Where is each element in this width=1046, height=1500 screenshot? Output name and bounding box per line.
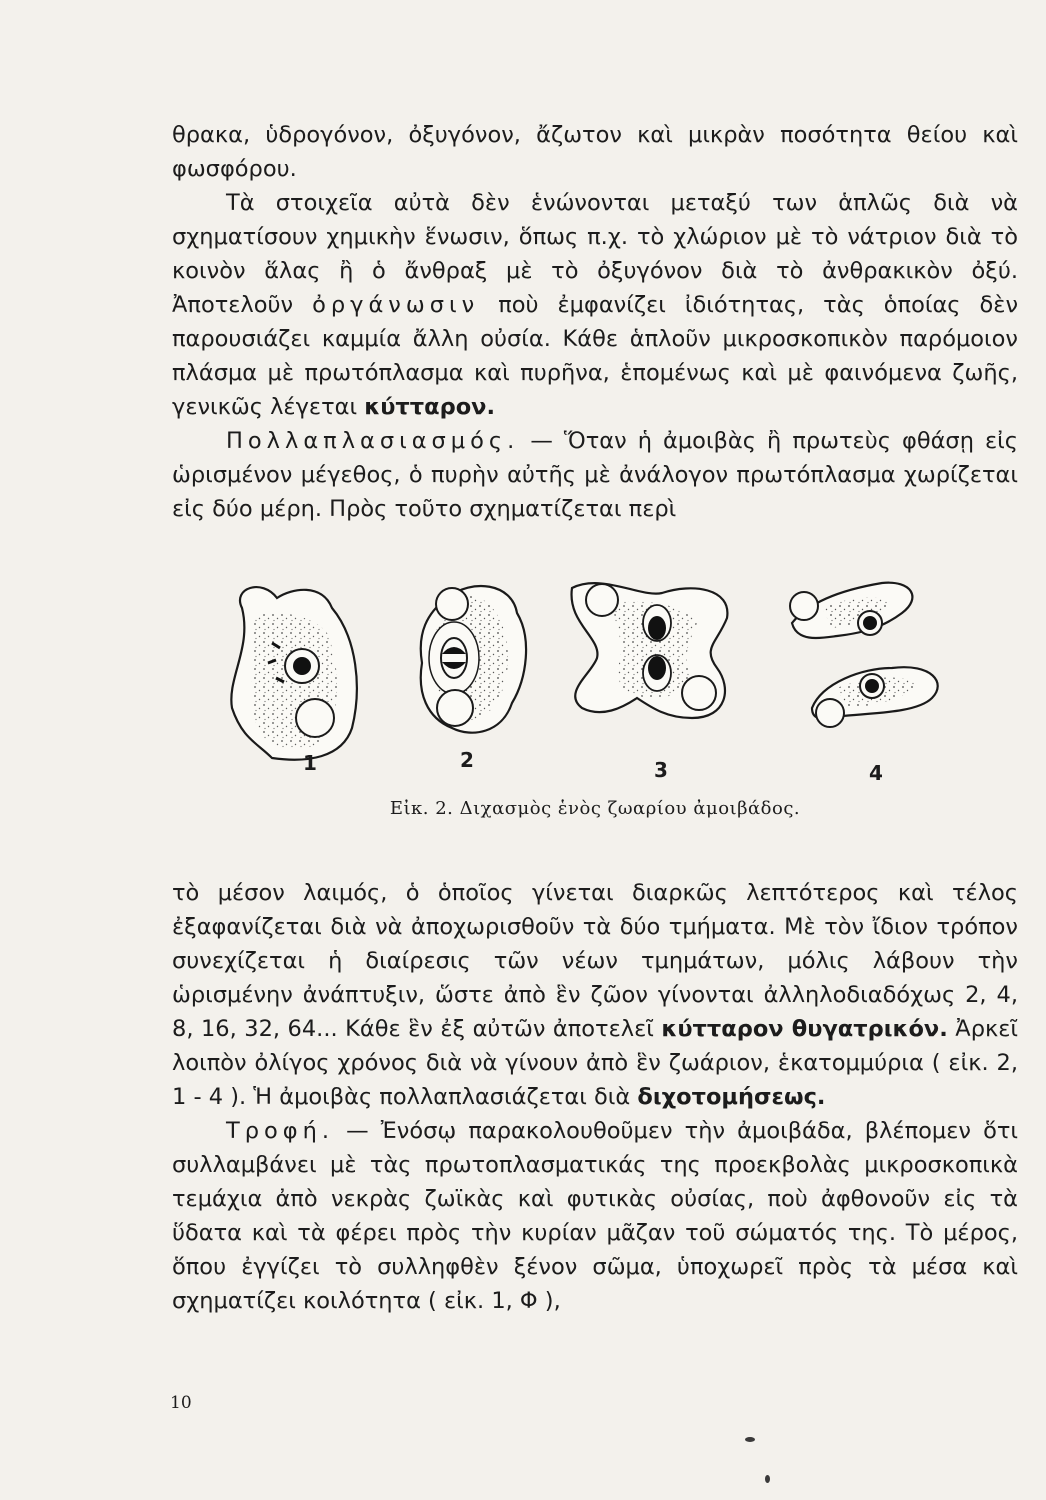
amoeba-stage-3 bbox=[572, 583, 728, 718]
paragraph-division-text: τὸ μέσον λαιμός, ὁ ὁποῖος γίνεται διαρκῶς λεπτότερος καὶ τέλος ἐξαφανίζεται διὰ νὰ ἀποχωρισθοῦν τὰ δύο τμήματα. Μὲ τὸν ἴδιον τρόπον συνεχίζεται ἡ διαίρεσις τῶν νέων τμημάτων, μόλις λάβουν τὴν ὡρισμένην ἀνάπτυξιν, ὥστε ἀπὸ ἓν ζῶον γίνονται ἀλληλοδιαδόχως 2, 4, 8, 16, 32, 64... Κάθε ἓν ἐξ αὐτῶν ἀποτελεῖ bbox=[172, 880, 1018, 1042]
paragraph-elements-text: Τὰ στοιχεῖα αὐτὰ δὲν ἑνώνονται μεταξύ των ἁπλῶς διὰ νὰ σχηματίσουν χημικὴν ἕνωσιν, ὅπως π.χ. τὸ χλώριον μὲ τὸ νάτριον διὰ τὸ κοινὸν ἅλας ἢ ὁ ἄνθραξ μὲ τὸ ὀξυγόνον διὰ τὸ ἀνθρακικὸν ὀξύ. Ἀποτελοῦν bbox=[172, 190, 1018, 318]
section-heading-multiplication: Πολλαπλασιασμός. bbox=[226, 428, 520, 454]
paragraph-division bbox=[172, 876, 1018, 1114]
figure-label-3: 3 bbox=[654, 758, 668, 782]
ink-smudge bbox=[745, 1437, 755, 1442]
paragraph-multiplication bbox=[172, 424, 1018, 526]
emphasis-organosin: ὀργάνωσιν bbox=[312, 292, 480, 318]
paragraph-elements bbox=[172, 186, 1018, 424]
figure-label-2: 2 bbox=[460, 748, 474, 772]
figure-label-4: 4 bbox=[869, 761, 883, 785]
paragraph-continuation: θρακα, ὑδρογόνον, ὀξυγόνον, ἄζωτον καὶ μικρὰν ποσότητα θείου καὶ φωσφόρου. bbox=[172, 122, 1018, 182]
paragraph-multiplication-text: — Ὅταν ἡ ἀμοιβὰς ἢ πρωτεὺς φθάσῃ εἰς ὡρισμένον μέγεθος, ὁ πυρὴν αὐτῆς μὲ ἀνάλογον πρωτόπλασμα χωρίζεται εἰς δύο μέρη. Πρὸς τοῦτο σχηματίζεται περὶ bbox=[172, 428, 1018, 522]
amoeba-stage-2 bbox=[421, 586, 526, 733]
term-kyttaron: κύτταρον. bbox=[364, 394, 496, 420]
paragraph-elements-rest: ποὺ ἐμφανίζει ἰδιότητας, τὰς ὁποίας δὲν παρουσιάζει καμμία ἄλλη οὐσία. Κάθε ἁπλοῦν μικροσκοπικὸν παρόμοιον πλάσμα μὲ πρωτόπλασμα καὶ πυρῆνα, ἑπομένως καὶ μὲ φαινόμενα ζωῆς, γενικῶς λέγεται bbox=[172, 292, 1019, 420]
term-kyttaron-thygatrikon: κύτταρον θυγατρικόν. bbox=[661, 1016, 948, 1042]
figure-amoeba-division bbox=[172, 568, 1018, 838]
ink-smudge bbox=[765, 1475, 770, 1483]
amoeba-stage-4 bbox=[790, 583, 938, 727]
page-number: 10 bbox=[170, 1393, 192, 1413]
paragraph-nutrition-text: — Ἐνόσῳ παρακολουθοῦμεν τὴν ἀμοιβάδα, βλέπομεν ὅτι συλλαμβάνει μὲ τὰς πρωτοπλασματικάς της προεκβολὰς μικροσκοπικὰ τεμάχια ἀπὸ νεκρὰς ζωϊκὰς καὶ φυτικὰς οὐσίας, ποὺ ἀφθονοῦν εἰς τὰ ὕδατα καὶ τὰ φέρει πρὸς τὴν κυρίαν μᾶζαν τοῦ σώματός της. Τὸ μέρος, ὅπου ἐγγίζει τὸ συλληφθὲν ξένον σῶμα, ὑποχωρεῖ πρὸς τὰ μέσα καὶ σχηματίζει κοιλότητα ( εἰκ. 1, Φ ), bbox=[172, 1118, 1018, 1314]
section-heading-nutrition: Τροφή. bbox=[226, 1118, 335, 1144]
paragraph-nutrition bbox=[172, 1114, 1018, 1318]
term-dichotomisis: διχοτομήσεως. bbox=[637, 1084, 826, 1110]
amoeba-stage-1 bbox=[231, 587, 356, 760]
paragraph-division-rest: Ἀρκεῖ λοιπὸν ὀλίγος χρόνος διὰ νὰ γίνουν ἀπὸ ἓν ζωάριον, ἑκατομμύρια ( εἰκ. 2, 1 - 4 ). Ἡ ἀμοιβὰς πολλαπλασιάζεται διὰ bbox=[172, 1016, 1019, 1110]
figure-label-1: 1 bbox=[303, 751, 317, 775]
text-block-top bbox=[172, 118, 1018, 526]
figure-caption: Εἰκ. 2. Διχασμὸς ἑνὸς ζωαρίου ἀμοιβάδος. bbox=[389, 798, 801, 819]
amoeba-illustration bbox=[172, 568, 1018, 798]
text-block-bottom bbox=[172, 876, 1018, 1318]
